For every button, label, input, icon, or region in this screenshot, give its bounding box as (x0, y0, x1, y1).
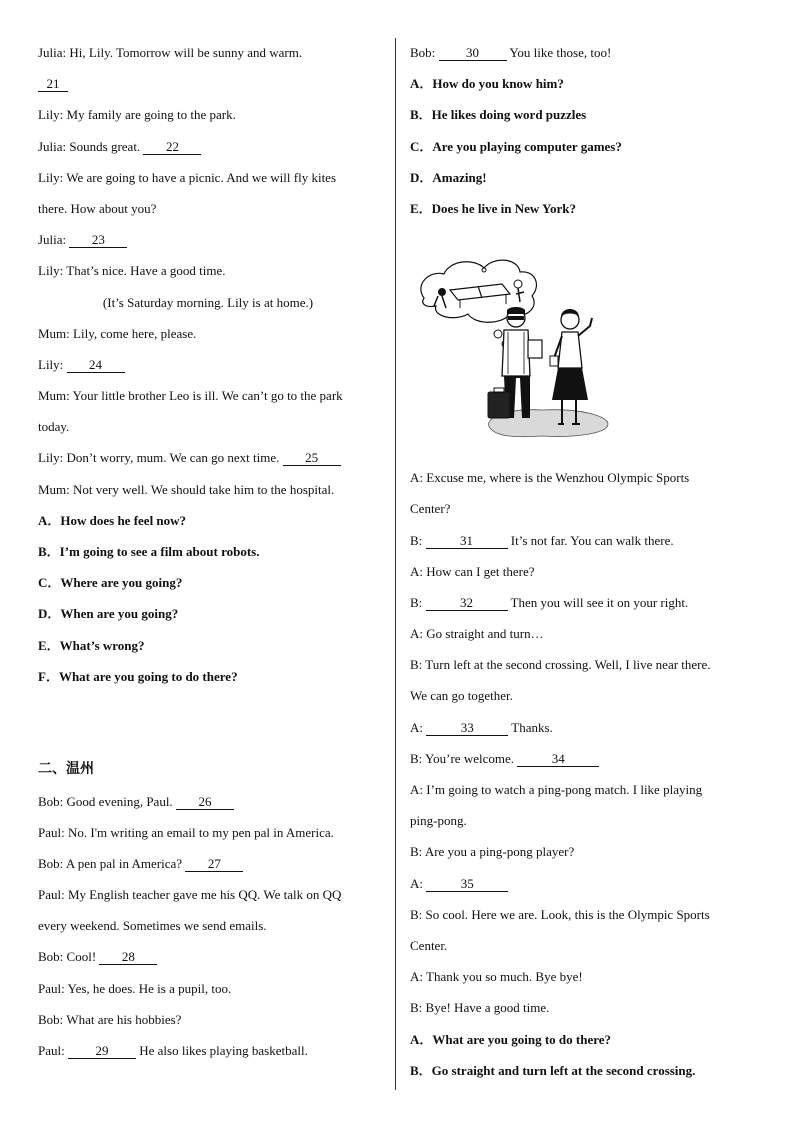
right-top-block (410, 37, 760, 224)
line-text: B: You’re welcome. (410, 750, 518, 766)
line-text: Lily: We are going to have a picnic. And we will fly kites (38, 169, 337, 185)
line-text: A: (410, 875, 427, 891)
line-text: D．When are you going? (38, 606, 179, 622)
line-text-after: Thanks. (508, 719, 553, 735)
line-text: B: So cool. Here we are. Look, this is the Olympic Sports (410, 906, 710, 922)
section-heading (38, 754, 378, 785)
dialogue-line (410, 930, 760, 961)
answer-blank[interactable]: 27 (185, 857, 243, 872)
line-text-after: You like those, too! (506, 45, 612, 60)
dialogue-line (38, 224, 378, 255)
answer-blank[interactable]: 30 (439, 46, 507, 61)
line-text: B: Are you a ping-pong player? (410, 844, 575, 860)
answer-blank[interactable]: 23 (69, 233, 127, 248)
line-text: Bob: (410, 45, 439, 60)
dialogue-line (38, 255, 378, 286)
line-text: Center? (410, 501, 451, 517)
line-text: Paul: My English teacher gave me his QQ. We talk on QQ (38, 887, 342, 903)
line-text: every weekend. Sometimes we send emails. (38, 918, 267, 934)
dialogue-line (38, 910, 378, 941)
answer-blank[interactable]: 34 (517, 752, 599, 767)
dialogue-line (410, 556, 760, 587)
dialogue-line (410, 805, 760, 836)
answer-option (38, 598, 378, 629)
dialogue-line (38, 474, 378, 505)
line-text: B．I’m going to see a film about robots. (38, 544, 260, 559)
dialogue-line (38, 848, 378, 879)
line-text: A．How do you know him? (410, 76, 564, 92)
line-text: Mum: Not very well. We should take him to the hospital. (38, 481, 335, 497)
dialogue-line (38, 786, 378, 817)
left-column (38, 37, 378, 1066)
line-text: Bob: What are his hobbies? (38, 1011, 182, 1027)
line-text: Julia: Hi, Lily. Tomorrow will be sunny and warm. (38, 45, 303, 60)
answer-option (410, 131, 760, 162)
line-text: Center. (410, 937, 448, 953)
dialogue-line (38, 817, 378, 848)
answer-blank[interactable]: 31 (426, 534, 508, 549)
line-text: Paul: (38, 1043, 68, 1058)
answer-blank[interactable]: 26 (176, 795, 234, 810)
line-text: A．How does he feel now? (38, 512, 187, 528)
dialogue-line (38, 37, 378, 68)
answer-option (38, 536, 378, 567)
dialogue-line (410, 587, 760, 618)
line-text: 二、温州 (38, 762, 94, 778)
line-text: We can go together. (410, 688, 513, 704)
dialogue-line (38, 162, 378, 193)
line-text: D．Amazing! (410, 169, 487, 185)
dialogue-line (38, 411, 378, 442)
line-text: B: (410, 594, 426, 610)
dialogue-line (410, 774, 760, 805)
answer-option (38, 630, 378, 661)
line-text: Lily: That’s nice. Have a good time. (38, 263, 226, 279)
answer-blank[interactable]: 35 (426, 877, 508, 892)
line-text: A: I’m going to watch a ping-pong match. I like playing (410, 782, 703, 797)
line-text: B: Bye! Have a good time. (410, 1000, 550, 1016)
answer-blank[interactable]: 29 (68, 1044, 136, 1059)
line-text: Lily: (38, 356, 67, 372)
line-text-after: It’s not far. You can walk there. (507, 532, 674, 548)
answer-blank[interactable]: 22 (143, 140, 201, 155)
dialogue-line (38, 193, 378, 224)
dialogue-line (38, 973, 378, 1004)
dialogue-line (38, 287, 378, 318)
dialogue-line (38, 131, 378, 162)
line-text-after: He also likes playing basketball. (135, 1043, 308, 1058)
answer-option (38, 505, 378, 536)
line-text: Mum: Your little brother Leo is ill. We can’t go to the park (38, 388, 343, 404)
dialogue-line (410, 743, 760, 774)
line-text: Paul: No. I'm writing an email to my pen pal in America. (38, 824, 334, 840)
answer-blank[interactable]: 32 (426, 596, 508, 611)
line-text: there. How about you? (38, 200, 157, 216)
dialogue-line (410, 836, 760, 867)
line-text: A: Thank you so much. Bye bye! (410, 969, 583, 985)
line-text: A: Go straight and turn… (410, 626, 544, 642)
answer-option (410, 193, 760, 224)
dialogue-line (38, 349, 378, 380)
line-text: C．Where are you going? (38, 575, 183, 591)
dialogue-line (410, 462, 760, 493)
line-text: A: Excuse me, where is the Wenzhou Olympic Sports (410, 470, 690, 486)
spacer (38, 723, 378, 754)
line-text: A: (410, 719, 427, 735)
dialogue-line (38, 99, 378, 130)
answer-blank[interactable]: 21 (38, 77, 68, 92)
line-text: B: (410, 532, 426, 548)
answer-option (410, 1055, 760, 1086)
spacer (38, 692, 378, 723)
answer-option (410, 68, 760, 99)
answer-blank[interactable]: 33 (426, 721, 508, 736)
line-text: B．He likes doing word puzzles (410, 107, 587, 123)
dialogue-line (410, 37, 760, 68)
dialogue-line (410, 961, 760, 992)
line-text: Julia: Sounds great. (38, 138, 144, 154)
line-text: A．What are you going to do there? (410, 1031, 612, 1047)
answer-option (38, 661, 378, 692)
line-text: today. (38, 419, 70, 435)
dialogue-line (410, 680, 760, 711)
answer-option (410, 99, 760, 130)
line-text: E．What’s wrong? (38, 637, 145, 653)
line-text: Bob: Cool! (38, 949, 100, 965)
dialogue-line (410, 493, 760, 524)
line-text: B: Turn left at the second crossing. Well, I live near there. (410, 657, 711, 673)
line-text: A: How can I get there? (410, 563, 535, 579)
line-text: Paul: Yes, he does. He is a pupil, too. (38, 980, 232, 996)
line-text: Mum: Lily, come here, please. (38, 325, 197, 341)
line-text: B．Go straight and turn left at the second crossing. (410, 1062, 696, 1078)
column-divider (395, 38, 396, 1090)
answer-option (410, 162, 760, 193)
right-column (410, 37, 760, 1086)
line-text: ping-pong. (410, 813, 467, 829)
line-text: Lily: Don’t worry, mum. We can go next time. (38, 450, 283, 466)
answer-option (410, 1024, 760, 1055)
dialogue-line (410, 712, 760, 743)
answer-blank[interactable]: 28 (99, 950, 157, 965)
line-text: Lily: My family are going to the park. (38, 107, 236, 123)
dialogue-line (38, 380, 378, 411)
line-text: C．Are you playing computer games? (410, 138, 622, 154)
line-text: Julia: (38, 232, 70, 248)
right-bottom-block (410, 462, 760, 1086)
dialogue-line (410, 992, 760, 1023)
answer-blank[interactable]: 25 (283, 451, 341, 466)
illustration (410, 224, 760, 462)
answer-option (38, 567, 378, 598)
dialogue-line (410, 649, 760, 680)
dialogue-line (38, 1004, 378, 1035)
line-text: Bob: Good evening, Paul. (38, 793, 176, 809)
dialogue-line (410, 899, 760, 930)
line-text: F．What are you going to do there? (38, 668, 238, 684)
line-text: (It’s Saturday morning. Lily is at home.) (102, 294, 314, 310)
cartoon-two-people-icon (412, 248, 612, 448)
line-text: Bob: A pen pal in America? (38, 855, 186, 871)
line-text-after: Then you will see it on your right. (507, 594, 689, 610)
dialogue-line (38, 879, 378, 910)
dialogue-line (38, 68, 378, 99)
dialogue-line (38, 318, 378, 349)
answer-blank[interactable]: 24 (67, 358, 125, 373)
dialogue-line (38, 941, 378, 972)
dialogue-line (38, 442, 378, 473)
dialogue-line (410, 868, 760, 899)
dialogue-line (410, 525, 760, 556)
line-text: E．Does he live in New York? (410, 200, 576, 216)
dialogue-line (38, 1035, 378, 1066)
dialogue-line (410, 618, 760, 649)
